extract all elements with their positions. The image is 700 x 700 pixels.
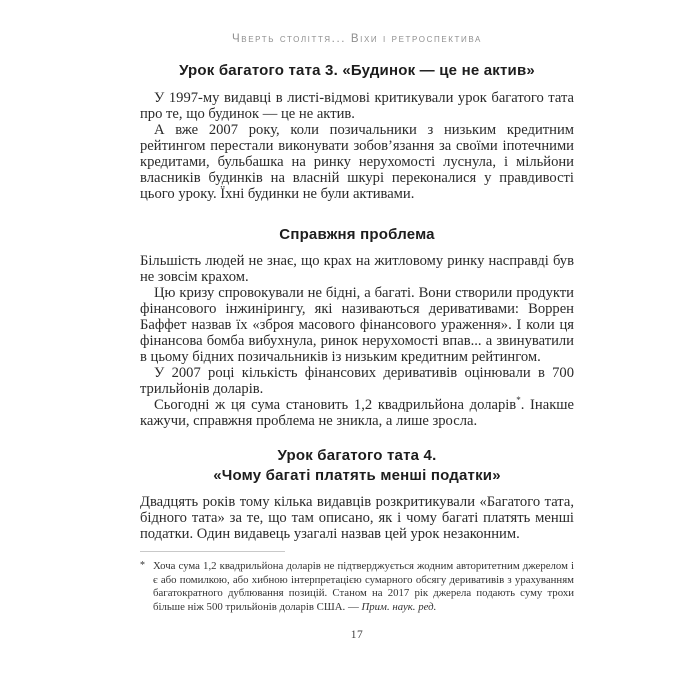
heading-line-1: Урок багатого тата 4. <box>277 447 437 464</box>
footnote-asterisk: * <box>140 560 145 571</box>
paragraph: У 2007 році кількість фінансових деривативів оцінювали в 700 трильйонів доларів. <box>140 365 574 397</box>
section-real-problem-body <box>140 253 574 429</box>
section-lesson-3-body <box>140 90 574 202</box>
paragraph: А вже 2007 року, коли позичальники з низьким кредитним рейтингом перестали виконувати зобов’язання за своїми іпотечними кредитами, бульбашка на ринку нерухомості луснула, і мільйони власників будинків на власній шкурі переконалися у правдивості цього уроку. Їхні будинки не були активами. <box>140 122 574 202</box>
heading-lesson-3: Урок багатого тата 3. «Будинок — це не актив» <box>179 62 535 79</box>
footnote-body <box>140 560 574 614</box>
page-number: 17 <box>350 629 364 642</box>
section-lesson-4-body <box>140 494 574 542</box>
footnote-attribution: Прим. наук. ред. <box>361 600 437 613</box>
text-column <box>140 0 574 641</box>
heading-lesson-4 <box>140 446 574 486</box>
paragraph: Двадцять років тому кілька видавців розкритикували «Багатого тата, бідного тата» за те, що там описано, як і чому багаті платять менші податки. Один видавець узагалі назвав цей урок незаконним. <box>140 494 574 542</box>
paragraph: У 1997-му видавці в листі-відмові критикували урок багатого тата про те, що будинок — це не актив. <box>140 90 574 122</box>
running-head: Чверть століття... Віхи і ретроспектива <box>232 33 482 45</box>
footnote-text: Хоча сума 1,2 квадрильйона доларів не підтверджується жодним авторитетним джерелом і є або помилкою, або хибною інтерпретацією сумарного обсягу деривативів з урахуванням багатократного дублювання позицій. Станом на 2017 рік джерела подають суму трохи більше ніж 500 трильйонів доларів США. — <box>153 560 574 613</box>
heading-real-problem: Справжня проблема <box>279 226 435 243</box>
footnote-divider <box>140 551 285 552</box>
footnote <box>140 551 574 614</box>
paragraph: Цю кризу спровокували не бідні, а багаті. Вони створили продукти фінансового інжинірингу, які називаються деривативами: Воррен Баффет назвав їх «зброя масового фінансового ураження». І коли ця фінансова бомба вибухнула, ринок нерухомості впав... а звинуватили в цьому бідних позичальників із низьким кредитним рейтингом. <box>140 285 574 365</box>
heading-line-2: «Чому багаті платять менші податки» <box>213 467 501 484</box>
paragraph-text: Сьогодні ж ця сума становить 1,2 квадрильйона доларів <box>154 397 517 413</box>
footnote-reference-marker: * <box>516 395 521 406</box>
paragraph: Більшість людей не знає, що крах на житловому ринку насправді був не зовсім крахом. <box>140 253 574 285</box>
paragraph-with-footnote-ref <box>140 397 574 429</box>
paragraph-text: . Інакше кажучи, справжня проблема не зникла, а лише зросла. <box>140 397 574 429</box>
